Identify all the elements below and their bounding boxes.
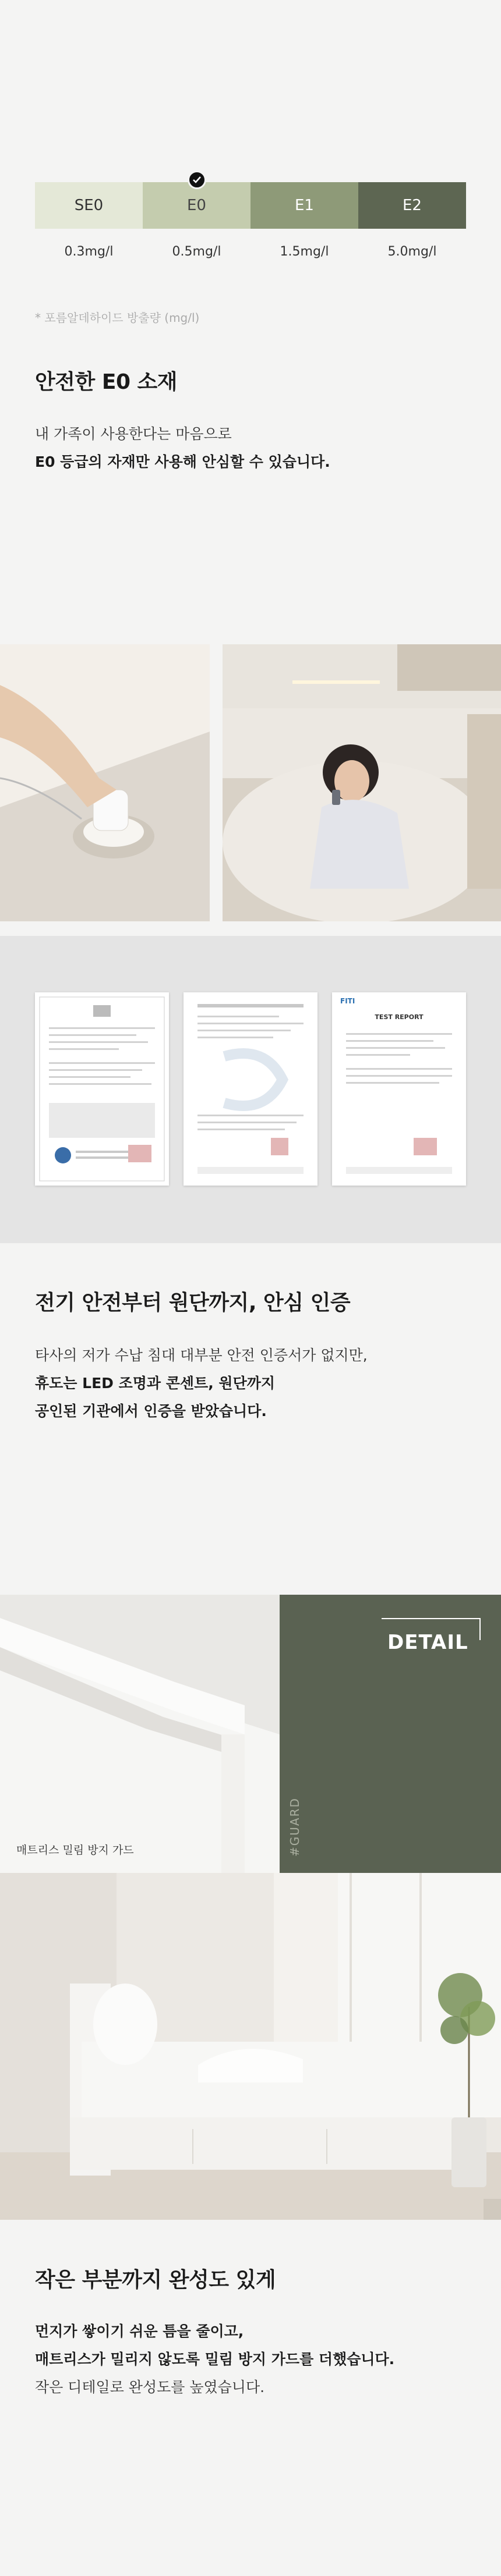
grade-value: 5.0mg/l [387,244,437,259]
grade-e0 [143,182,250,229]
bedroom-photo [0,1873,501,2220]
finish-line3: 작은 디테일로 완성도를 높였습니다. [35,2379,265,2396]
e0-title: 안전한 E0 소재 [35,370,178,394]
grade-value: 0.5mg/l [172,244,221,259]
cert-title: 전기 안전부터 원단까지, 안심 인증 [35,1291,351,1315]
grade-label: SE0 [74,197,104,214]
detail-label: DETAIL [387,1631,468,1654]
formaldehyde-grade-bar [35,182,466,229]
certificate-document [184,992,317,1186]
bedroom-reading-photo [223,644,501,921]
outlet-photo [0,644,210,921]
guard-caption: 매트리스 밀림 방지 가드 [16,1844,134,1857]
guard-detail-photo [0,1595,280,1873]
cert-line2: 휴도는 LED 조명과 콘센트, 원단까지 [35,1375,276,1392]
e0-line1: 내 가족이 사용한다는 마음으로 [35,425,232,442]
grade-e2 [358,182,466,229]
certificate-document [332,992,466,1186]
grade-label: E2 [403,197,422,214]
finish-line2: 매트리스가 밀리지 않도록 밀림 방지 가드를 더했습니다. [35,2351,395,2368]
grade-value: 1.5mg/l [280,244,329,259]
emission-note: * 포름알데하이드 방출량 (mg/l) [35,311,200,325]
test-report-heading: TEST REPORT [375,1013,424,1021]
cert-line1: 타사의 저가 수납 침대 대부분 안전 인증서가 없지만, [35,1347,368,1364]
finish-title: 작은 부분까지 완성도 있게 [35,2268,276,2292]
fiti-logo: FITI [340,997,355,1005]
grade-label: E1 [295,197,314,214]
check-icon [188,171,206,189]
certificate-document [35,992,169,1186]
e0-line2: E0 등급의 자재만 사용해 안심할 수 있습니다. [35,453,330,470]
grade-label: E0 [187,197,206,214]
certificate-band [0,936,501,1243]
detail-panel [280,1595,501,1873]
grade-e1 [250,182,358,229]
cert-line3: 공인된 기관에서 인증을 받았습니다. [35,1403,267,1420]
guard-vertical-label: #GUARD [288,1797,302,1857]
grade-values [35,244,466,259]
grade-value: 0.3mg/l [64,244,114,259]
grade-se0 [35,182,143,229]
finish-line1: 먼지가 쌓이기 쉬운 틈을 줄이고, [35,2323,244,2340]
